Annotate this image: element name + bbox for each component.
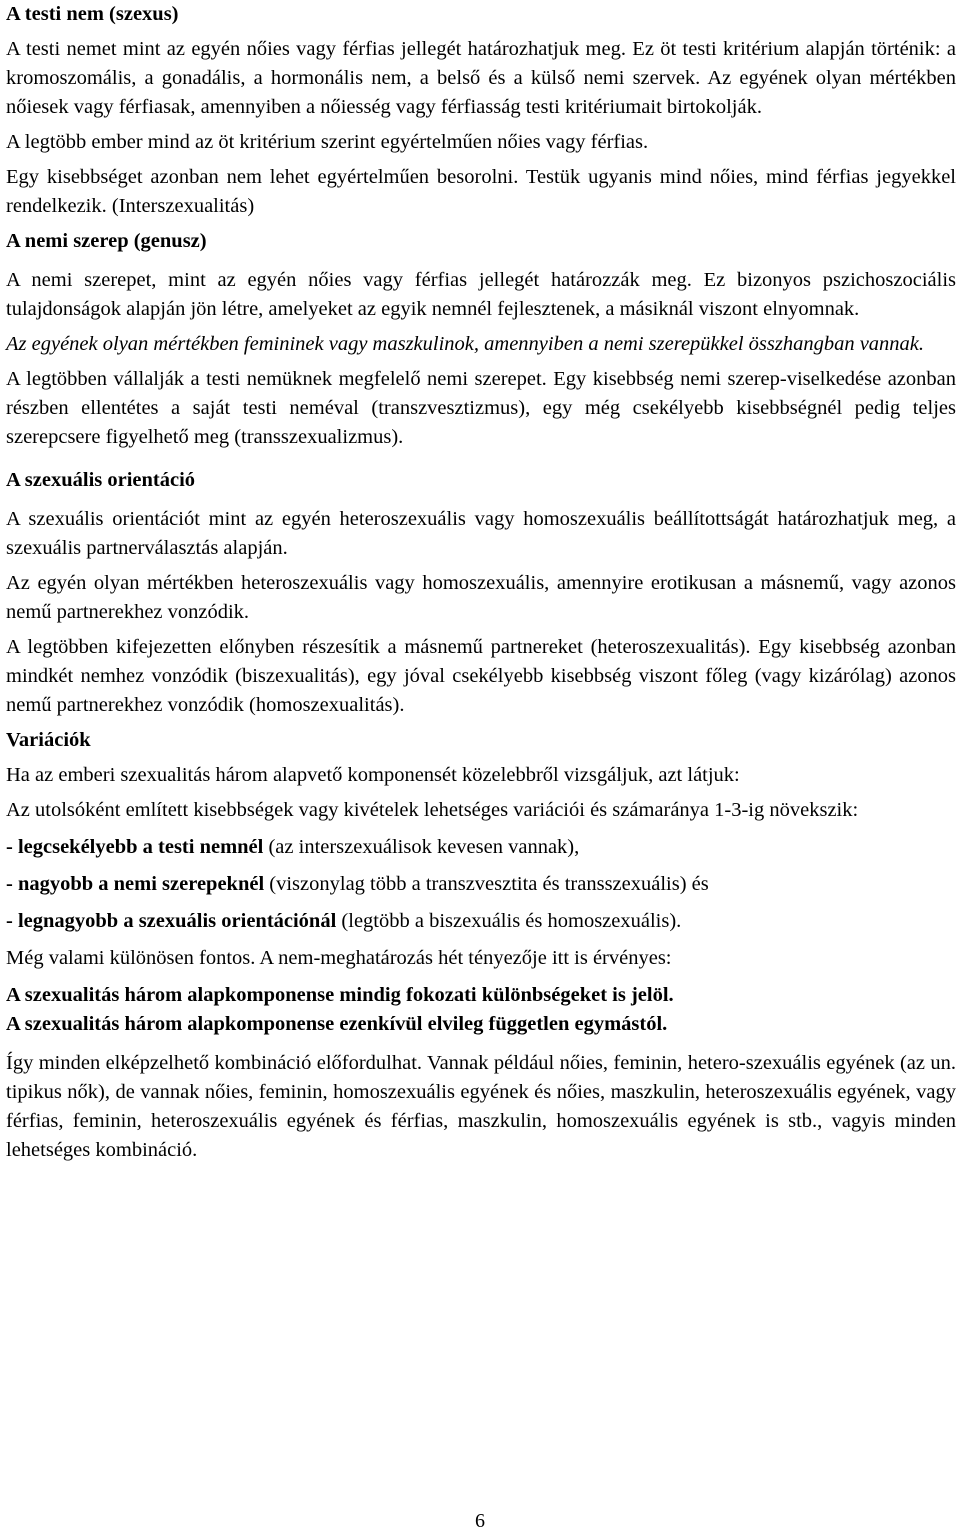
list-item: - nagyobb a nemi szerepeknél (viszonylag több a transzvesztita és transszexuális) és <box>6 873 709 895</box>
list-item: - legnagyobb a szexuális orientációnál (legtöbb a biszexuális és homoszexuális). <box>6 910 682 932</box>
section-heading-testi-nem: A testi nem (szexus) <box>6 3 179 25</box>
section-heading-szexualis-orientacio: A szexuális orientáció <box>6 469 196 491</box>
bold-statement: A szexualitás három alapkomponense mindig fokozati különbségeket is jelöl. <box>6 984 674 1006</box>
section-heading-nemi-szerep: A nemi szerep (genusz) <box>6 230 207 252</box>
paragraph: Az egyén olyan mértékben heteroszexuális vagy homoszexuális, amennyire erotikusan a másnemű, vagy azonos nemű partnerekhez vonzódik. <box>6 572 956 623</box>
paragraph: A szexuális orientációt mint az egyén heteroszexuális vagy homoszexuális beállítottságát határozhatjuk meg, a szexuális partnerválasztás alapján. <box>6 508 956 559</box>
bold-statement: A szexualitás három alapkomponense ezenkívül elvileg független egymástól. <box>6 1013 668 1035</box>
paragraph: A testi nemet mint az egyén nőies vagy férfias jellegét határozhatjuk meg. Ez öt testi kritérium alapján történik: a kromoszomális, a gonadális, a hormonális nem, a belső és a külső nemi szervek. Az egyének olyan mértékben nőiesek vagy férfiasak, amennyiben a nőiesség vagy férfiasság testi kritériumait birtokolják. <box>6 38 956 118</box>
paragraph: A legtöbben kifejezetten előnyben részesítik a másnemű partnereket (heteroszexualitás). Egy kisebbség azonban mindkét nemhez vonzódik (biszexualitás), egy jóval csekélyebb kisebbség viszont főleg (vagy kizárólag) azonos nemű partnerekhez vonzódik (homoszexualitás). <box>6 636 956 716</box>
closing-paragraph: Így minden elképzelhető kombináció előfordulhat. Vannak például nőies, feminin, hetero-szexuális egyének (az un. tipikus nők), de vannak nőies, feminin, homoszexuális egyének és nőies, maszkulin, heteroszexuális egyének, vagy férfias, feminin, heteroszexuális egyének és férfias, maszkulin, homoszexuális egyének is stb., vagyis minden lehetséges kombináció. <box>6 1052 956 1161</box>
paragraph: Egy kisebbséget azonban nem lehet egyértelműen besorolni. Testük ugyanis mind nőies, mind férfias jegyekkel rendelkezik. (Interszexualitás) <box>6 166 956 217</box>
paragraph: A legtöbb ember mind az öt kritérium szerint egyértelműen nőies vagy férfias. <box>6 131 649 153</box>
section-heading-variaciok: Variációk <box>6 729 91 751</box>
paragraph: Az utolsóként említett kisebbségek vagy kivételek lehetséges variációi és számaránya 1-3-ig növekszik: <box>6 799 859 821</box>
list-item: - legcsekélyebb a testi nemnél (az interszexuálisok kevesen vannak), <box>6 836 580 858</box>
paragraph-italic: Az egyének olyan mértékben femininek vagy maszkulinok, amennyiben a nemi szerepükkel összhangban vannak. <box>6 333 925 355</box>
paragraph: A legtöbben vállalják a testi nemüknek megfelelő nemi szerepet. Egy kisebbség nemi szerep-viselkedése azonban részben ellentétes a saját testi neméval (transzvesztizmus), egy még csekélyebb kisebbségnél pedig teljes szerepcsere figyelhető meg (transszexualizmus). <box>6 368 956 448</box>
paragraph: Ha az emberi szexualitás három alapvető komponensét közelebbről vizsgáljuk, azt látjuk: <box>6 764 740 786</box>
page-number: 6 <box>475 1510 485 1532</box>
paragraph: A nemi szerepet, mint az egyén nőies vagy férfias jellegét határozzák meg. Ez bizonyos pszichoszociális tulajdonságok alapján jön létre, amelyeket az egyik nemnél fejlesztenek, a másiknál viszont elnyomnak. <box>6 269 956 320</box>
document-page <box>6 0 956 1165</box>
note-paragraph: Még valami különösen fontos. A nem-meghatározás hét tényezője itt is érvényes: <box>6 947 672 969</box>
